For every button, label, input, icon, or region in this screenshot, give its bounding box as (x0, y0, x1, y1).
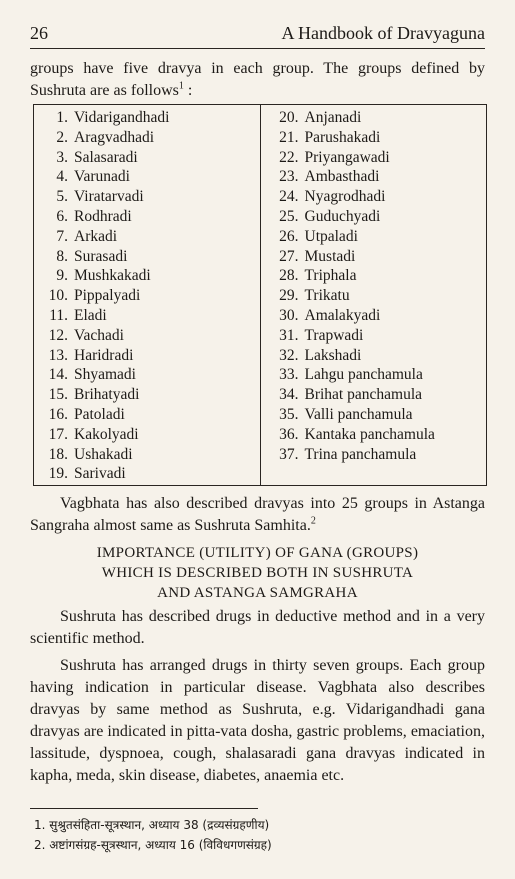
heading-line-1: IMPORTANCE (UTILITY) OF GANA (GROUPS) (96, 545, 419, 561)
group-list-item (261, 266, 487, 286)
group-list-item (261, 365, 487, 385)
group-number: 6. (56, 207, 68, 225)
group-name: Trina panchamula (304, 445, 417, 463)
group-number: 30. (279, 306, 299, 324)
group-list-item (34, 108, 260, 128)
group-list-item (261, 286, 487, 306)
running-head (30, 14, 485, 49)
group-number: 34. (279, 386, 299, 404)
group-name: Trapwadi (304, 326, 364, 344)
group-list-item (34, 286, 260, 306)
groups-column-left (34, 105, 261, 485)
group-number: 28. (279, 267, 299, 285)
group-name: Kakolyadi (74, 425, 139, 443)
group-list-item (34, 385, 260, 405)
group-number: 29. (279, 287, 299, 305)
group-list-item (261, 247, 487, 267)
footnote-ref-1: 1 (178, 80, 184, 92)
group-name: Eladi (74, 306, 107, 324)
group-name: Arkadi (74, 227, 118, 245)
body-paragraph-2: Sushruta has arranged drugs in thirty seven groups. Each group having indication in particular disease. Vagbhata also describes dravyas by same method as Sushruta, e.g. Vidarigandhadi gana dravyas are indicated in pitta-vata dosha, gastric problems, emaciation, lassitude, dyspnoea, cough, shalasaradi gana dravyas indicated in kapha, meda, skin disease, diabetes, anaemia etc. (30, 657, 485, 784)
heading-line-2: WHICH IS DESCRIBED BOTH IN SUSHRUTA (101, 565, 414, 581)
group-name: Ambasthadi (304, 168, 380, 186)
group-name: Anjanadi (304, 109, 362, 126)
group-number: 25. (279, 207, 299, 225)
group-list-item (261, 445, 487, 465)
group-list-item (34, 266, 260, 286)
group-number: 11. (49, 306, 68, 324)
group-list-item (34, 326, 260, 346)
group-name: Trikatu (304, 287, 350, 305)
group-number: 1. (56, 109, 68, 126)
vagbhata-text: Vagbhata has also described dravyas into 25 groups in Astanga Sangraha almost same as Sushruta Samhita. (30, 495, 485, 534)
group-number: 26. (279, 227, 299, 245)
group-name: Aragvadhadi (74, 128, 155, 146)
group-list-item (34, 207, 260, 227)
group-name: Viratarvadi (74, 188, 144, 206)
group-number: 14. (48, 366, 68, 384)
book-title: A Handbook of Dravyaguna (281, 23, 485, 43)
group-name: Shyamadi (74, 366, 136, 384)
group-name: Vachadi (74, 326, 124, 344)
group-number: 2. (56, 128, 68, 146)
group-list-item (261, 306, 487, 326)
group-name: Valli panchamula (304, 405, 413, 423)
group-name: Ushakadi (74, 445, 133, 463)
group-list-item (34, 464, 260, 484)
group-name: Priyangawadi (304, 148, 390, 166)
group-number: 13. (48, 346, 68, 364)
body-paragraph-1: Sushruta has described drugs in deductive method and in a very scientific method. (30, 608, 485, 647)
footnote-1: 1. सुश्रुतसंहिता-सूत्रस्थान, अध्याय 38 (द्रव्यसंग्रहणीय) (34, 818, 270, 832)
group-number: 4. (56, 168, 68, 186)
group-list-item (261, 108, 487, 128)
group-list-item (261, 385, 487, 405)
footnotes (30, 808, 272, 855)
group-list-item (34, 306, 260, 326)
group-name: Triphala (304, 267, 357, 285)
group-name: Utpaladi (304, 227, 358, 245)
section-heading (30, 543, 485, 603)
group-list-item (261, 207, 487, 227)
group-number: 3. (56, 148, 68, 166)
group-list-item (34, 148, 260, 168)
group-number: 9. (56, 267, 68, 285)
group-number: 23. (279, 168, 299, 186)
group-list-item (261, 425, 487, 445)
group-list-item (34, 425, 260, 445)
group-name: Kantaka panchamula (304, 425, 435, 443)
group-name: Brihatyadi (74, 386, 140, 404)
gana-groups-table (33, 104, 487, 486)
group-name: Salasaradi (74, 148, 138, 166)
footnote-ref-2: 2 (310, 515, 316, 527)
group-name: Nyagrodhadi (304, 188, 386, 206)
groups-column-right (261, 105, 487, 485)
intro-text: groups have five dravya in each group. The groups defined by Sushruta are as follows (30, 60, 485, 99)
page-number: 26 (30, 23, 48, 43)
group-number: 20. (279, 109, 299, 126)
group-list-item (34, 187, 260, 207)
group-name: Amalakyadi (304, 306, 381, 324)
group-list-item (261, 405, 487, 425)
group-list-item (34, 227, 260, 247)
group-name: Surasadi (74, 247, 128, 265)
group-number: 24. (279, 188, 299, 206)
group-list-item (261, 346, 487, 366)
group-number: 15. (48, 386, 68, 404)
group-list-item (34, 405, 260, 425)
group-name: Pippalyadi (74, 287, 141, 305)
group-number: 17. (48, 425, 68, 443)
group-number: 32. (279, 346, 299, 364)
group-number: 10. (48, 287, 68, 305)
group-number: 12. (48, 326, 68, 344)
group-number: 37. (279, 445, 299, 463)
group-name: Sarivadi (74, 465, 126, 483)
group-number: 21. (279, 128, 299, 146)
group-name: Brihat panchamula (304, 386, 422, 404)
group-number: 16. (48, 405, 68, 423)
group-number: 19. (48, 465, 68, 483)
group-list-item (261, 187, 487, 207)
group-list-item (34, 167, 260, 187)
group-list-item (261, 167, 487, 187)
group-list-item (261, 148, 487, 168)
group-number: 36. (279, 425, 299, 443)
group-list-item (34, 445, 260, 465)
group-number: 7. (56, 227, 68, 245)
group-name: Parushakadi (304, 128, 381, 146)
group-number: 22. (279, 148, 299, 166)
footnote-2: 2. अष्टांगसंग्रह-सूत्रस्थान, अध्याय 16 (विविधगणसंग्रह) (34, 838, 272, 852)
group-number: 27. (279, 247, 299, 265)
group-number: 18. (48, 445, 68, 463)
intro-paragraph (30, 58, 485, 102)
group-name: Patoladi (74, 405, 125, 423)
group-number: 33. (279, 366, 299, 384)
group-name: Rodhradi (74, 207, 132, 225)
group-name: Mustadi (304, 247, 356, 265)
group-list-item (34, 365, 260, 385)
group-name: Varunadi (74, 168, 130, 186)
group-number: 5. (56, 188, 68, 206)
group-list-item (34, 346, 260, 366)
group-name: Guduchyadi (304, 207, 381, 225)
group-name: Haridradi (74, 346, 134, 364)
group-list-item (261, 227, 487, 247)
group-number: 35. (279, 405, 299, 423)
group-list-item (34, 247, 260, 267)
vagbhata-paragraph (30, 493, 485, 537)
heading-line-3: AND ASTANGA SAMGRAHA (157, 585, 358, 601)
group-name: Lahgu panchamula (304, 366, 423, 384)
group-list-item (261, 128, 487, 148)
group-name: Lakshadi (304, 346, 362, 364)
group-name: Mushkakadi (74, 267, 151, 285)
group-name: Vidarigandhadi (74, 109, 170, 126)
group-list-item (34, 128, 260, 148)
group-number: 31. (279, 326, 299, 344)
group-number: 8. (56, 247, 68, 265)
intro-trail: : (183, 82, 193, 99)
group-list-item (261, 326, 487, 346)
